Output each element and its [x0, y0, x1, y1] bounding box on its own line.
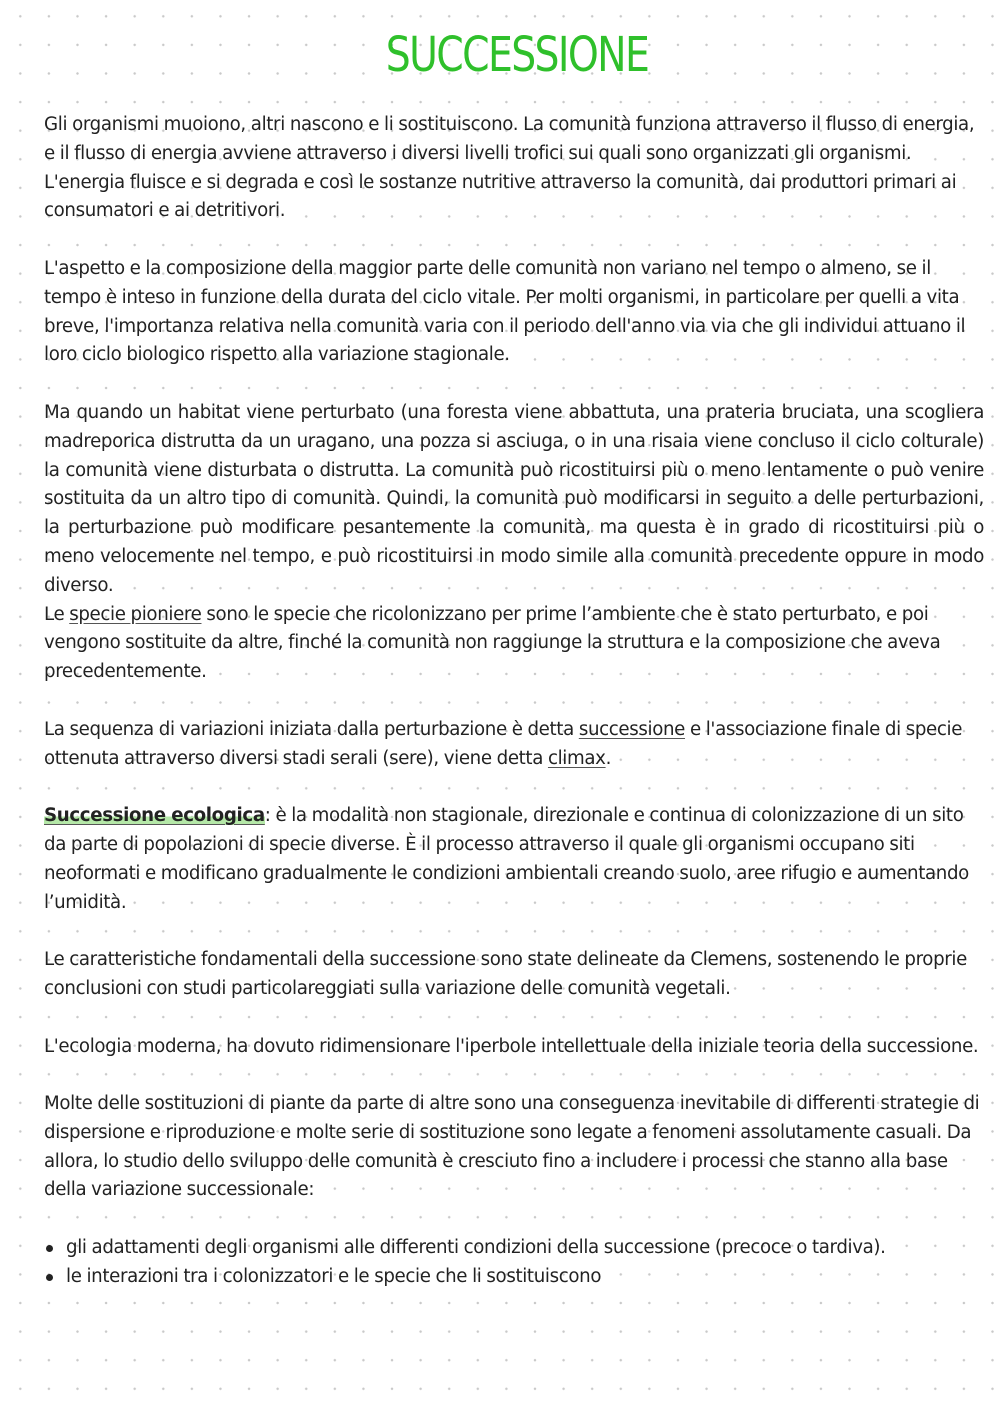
text-segment: Le: [44, 603, 70, 625]
text-segment: e l'associazione finale di specie ottenuta attraverso diversi stadi serali (sere), viene detta: [44, 718, 963, 769]
paragraph-intro: Gli organismi muoiono, altri nascono e li sostituiscono. La comunità funziona attraverso il flusso di energia, e il flusso di energia avviene attraverso i diversi livelli trofici sui quali sono organizzati gli organismi. L'energia fluisce e si degrada e così le sostanze nutritive attraverso la comunità, dai produttori primari ai consumatori e ai detritivori.: [44, 114, 975, 222]
term-climax: climax: [547, 747, 606, 769]
paragraph-modern-ecology: L'ecologia moderna, ha dovuto ridimensionare l'iperbole intellettuale della iniziale teoria della successione.: [44, 1035, 979, 1057]
text-segment: La sequenza di variazioni iniziata dalla perturbazione è detta: [44, 718, 579, 740]
bullet-list: [44, 1234, 984, 1292]
paragraph-replacements: Molte delle sostituzioni di piante da parte di altre sono una conseguenza inevitabile di differenti strategie di dispersione e riproduzione e molte serie di sostituzione sono legate a fenomeni assolutamente casuali. Da allora, lo studio dello sviluppo delle comunità è cresciuto fino a includere i processi che stanno alla base della variazione successionale:: [44, 1093, 980, 1201]
paragraph-pioneer-species: [44, 601, 984, 687]
page-title: SUCCESSIONE: [385, 27, 649, 83]
paragraph-composition: L'aspetto e la composizione della maggior parte delle comunità non variano nel tempo o almeno, se il tempo è inteso in funzione della durata del ciclo vitale. Per molti organismi, in particolare per quelli a vita breve, l'importanza relativa nella comunità varia con il periodo dell'anno via via che gli individui attuano il loro ciclo biologico rispetto alla variazione stagionale.: [44, 257, 966, 366]
term-successione: successione: [578, 718, 686, 740]
paragraph-clemens: Le caratteristiche fondamentali della successione sono state delineate da Clemens, sostenendo le proprie conclusioni con studi particolareggiati sulla variazione delle comunità vegetali.: [44, 949, 967, 999]
note-body: [44, 111, 984, 1292]
list-item: le interazioni tra i colonizzatori e le specie che li sostituiscono: [44, 1263, 984, 1292]
paragraph-ecological-succession: [44, 802, 984, 917]
paragraph-succession-definition: [44, 716, 984, 774]
term-specie-pioniere: specie pioniere: [69, 603, 202, 625]
text-segment: sono le specie che ricolonizzano per prime l’ambiente che è stato perturbato, e poi vengono sostituite da altre, finché la comunità non raggiunge la struttura e la composizione che aveva precedentemente.: [44, 603, 941, 683]
paragraph-perturbation: Ma quando un habitat viene perturbato (una foresta viene abbattuta, una prateria bruciata, una scogliera madreporica distrutta da un uragano, una pozza si asciuga, o in una risaia viene concluso il ciclo colturale) la comunità viene disturbata o distrutta. La comunità può ricostituirsi più o meno lentamente o può venire sostituita da un altro tipo di comunità. Quindi, la comunità può modificarsi in seguito a delle perturbazioni, la perturbazione può modificare pesantemente la comunità, ma questa è in grado di ricostituirsi più o meno velocemente nel tempo, e può ricostituirsi in modo simile alla comunità precedente oppure in modo diverso.: [44, 401, 984, 596]
text-segment: .: [605, 747, 612, 769]
list-item: gli adattamenti degli organismi alle differenti condizioni della successione (precoce o tardiva).: [44, 1234, 984, 1263]
highlighted-term-successione-ecologica: Successione ecologica: [44, 805, 265, 827]
text-segment: : è la modalità non stagionale, direzionale e continua di colonizzazione di un sito da parte di popolazioni di specie diverse. È il processo attraverso il quale gli organismi occupano siti neoformati e modificano gradualmente le condizioni ambientali creando suolo, aree rifugio e aumentando l’umidità.: [44, 805, 969, 913]
